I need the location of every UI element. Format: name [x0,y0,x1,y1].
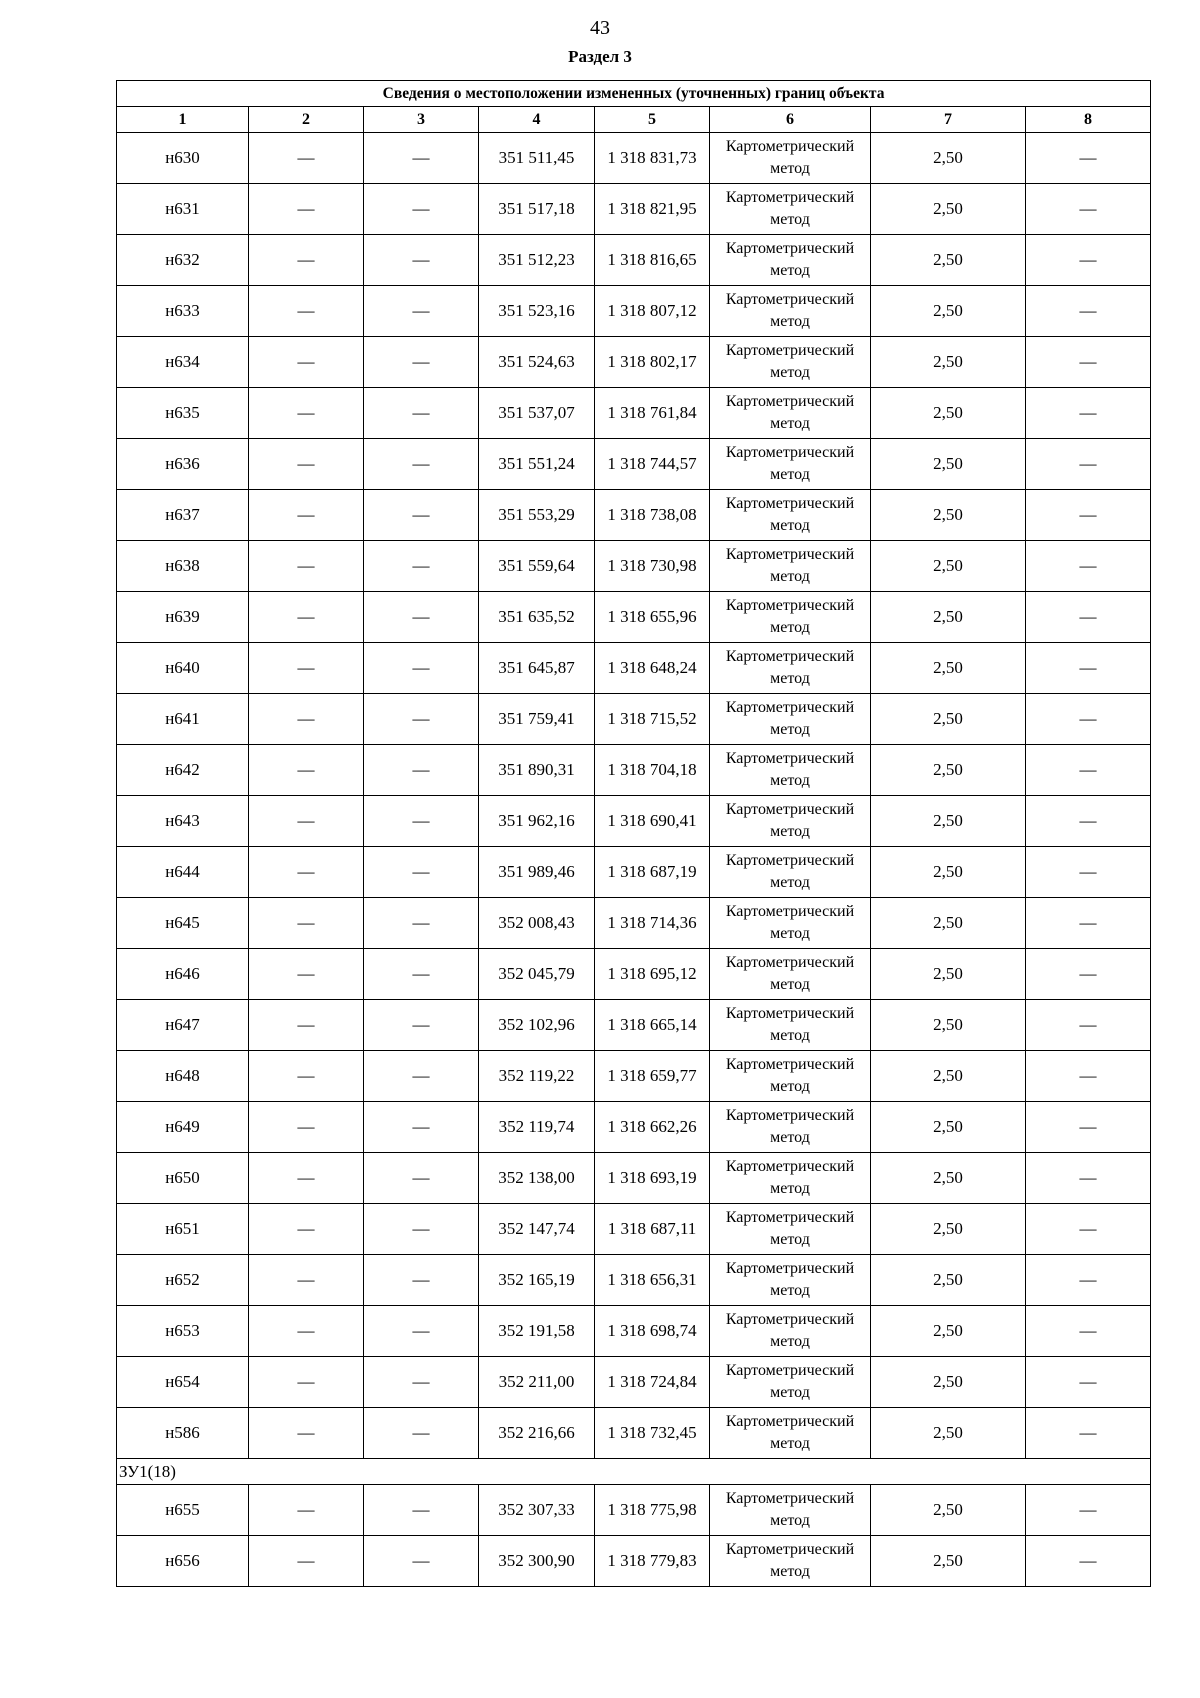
dash-cell: — [249,847,364,898]
y-coordinate-cell: 1 318 695,12 [595,949,710,1000]
dash-cell: — [249,286,364,337]
dash-cell: — [1026,541,1151,592]
accuracy-cell: 2,50 [871,1204,1026,1255]
x-coordinate-cell: 351 537,07 [479,388,595,439]
method-cell: Картометрический метод [710,388,871,439]
y-coordinate-cell: 1 318 656,31 [595,1255,710,1306]
method-cell: Картометрический метод [710,286,871,337]
dash-cell: — [249,898,364,949]
table-row [117,1306,1151,1357]
dash-cell: — [1026,184,1151,235]
accuracy-cell: 2,50 [871,490,1026,541]
method-cell: Картометрический метод [710,1536,871,1587]
dash-cell: — [249,1000,364,1051]
y-coordinate-cell: 1 318 715,52 [595,694,710,745]
point-number-cell: н651 [117,1204,249,1255]
dash-cell: — [364,541,479,592]
accuracy-cell: 2,50 [871,541,1026,592]
dash-cell: — [249,1153,364,1204]
table-row [117,643,1151,694]
page-number: 43 [590,17,610,39]
point-number-cell: н635 [117,388,249,439]
x-coordinate-cell: 351 759,41 [479,694,595,745]
y-coordinate-cell: 1 318 662,26 [595,1102,710,1153]
method-cell: Картометрический метод [710,235,871,286]
dash-cell: — [1026,643,1151,694]
table-row [117,796,1151,847]
y-coordinate-cell: 1 318 693,19 [595,1153,710,1204]
method-cell: Картометрический метод [710,541,871,592]
dash-cell: — [249,1357,364,1408]
dash-cell: — [364,133,479,184]
dash-cell: — [364,643,479,694]
method-cell: Картометрический метод [710,337,871,388]
point-number-cell: н652 [117,1255,249,1306]
dash-cell: — [1026,286,1151,337]
method-cell: Картометрический метод [710,490,871,541]
dash-cell: — [364,949,479,1000]
dash-cell: — [249,745,364,796]
table-row [117,1485,1151,1536]
dash-cell: — [1026,847,1151,898]
table-row [117,184,1151,235]
accuracy-cell: 2,50 [871,1485,1026,1536]
accuracy-cell: 2,50 [871,439,1026,490]
column-number: 5 [595,107,710,133]
dash-cell: — [1026,1204,1151,1255]
method-cell: Картометрический метод [710,1485,871,1536]
method-cell: Картометрический метод [710,1204,871,1255]
y-coordinate-cell: 1 318 761,84 [595,388,710,439]
x-coordinate-cell: 352 008,43 [479,898,595,949]
accuracy-cell: 2,50 [871,1255,1026,1306]
point-number-cell: н644 [117,847,249,898]
table-row [117,133,1151,184]
dash-cell: — [1026,337,1151,388]
method-cell: Картометрический метод [710,643,871,694]
column-number: 4 [479,107,595,133]
dash-cell: — [249,337,364,388]
table-row [117,286,1151,337]
table-row [117,1153,1151,1204]
dash-cell: — [364,1536,479,1587]
column-numbers-row [117,107,1151,133]
x-coordinate-cell: 351 635,52 [479,592,595,643]
method-cell: Картометрический метод [710,592,871,643]
dash-cell: — [249,1255,364,1306]
dash-cell: — [364,1485,479,1536]
dash-cell: — [364,1153,479,1204]
dash-cell: — [249,1306,364,1357]
method-cell: Картометрический метод [710,694,871,745]
dash-cell: — [364,1000,479,1051]
x-coordinate-cell: 351 517,18 [479,184,595,235]
y-coordinate-cell: 1 318 802,17 [595,337,710,388]
x-coordinate-cell: 352 147,74 [479,1204,595,1255]
dash-cell: — [1026,898,1151,949]
dash-cell: — [249,133,364,184]
y-coordinate-cell: 1 318 724,84 [595,1357,710,1408]
dash-cell: — [364,592,479,643]
point-number-cell: н648 [117,1051,249,1102]
x-coordinate-cell: 352 119,74 [479,1102,595,1153]
x-coordinate-cell: 351 511,45 [479,133,595,184]
y-coordinate-cell: 1 318 690,41 [595,796,710,847]
column-number: 2 [249,107,364,133]
dash-cell: — [249,592,364,643]
dash-cell: — [1026,949,1151,1000]
dash-cell: — [249,643,364,694]
y-coordinate-cell: 1 318 714,36 [595,898,710,949]
y-coordinate-cell: 1 318 831,73 [595,133,710,184]
x-coordinate-cell: 352 191,58 [479,1306,595,1357]
method-cell: Картометрический метод [710,898,871,949]
accuracy-cell: 2,50 [871,949,1026,1000]
point-number-cell: н650 [117,1153,249,1204]
point-number-cell: н656 [117,1536,249,1587]
dash-cell: — [364,184,479,235]
point-number-cell: н649 [117,1102,249,1153]
dash-cell: — [249,1485,364,1536]
point-number-cell: н586 [117,1408,249,1459]
accuracy-cell: 2,50 [871,1306,1026,1357]
y-coordinate-cell: 1 318 659,77 [595,1051,710,1102]
accuracy-cell: 2,50 [871,184,1026,235]
table-row [117,388,1151,439]
dash-cell: — [249,1051,364,1102]
y-coordinate-cell: 1 318 687,19 [595,847,710,898]
method-cell: Картометрический метод [710,1357,871,1408]
point-number-cell: н647 [117,1000,249,1051]
x-coordinate-cell: 351 553,29 [479,490,595,541]
dash-cell: — [1026,388,1151,439]
point-number-cell: н640 [117,643,249,694]
x-coordinate-cell: 351 512,23 [479,235,595,286]
method-cell: Картометрический метод [710,1102,871,1153]
point-number-cell: н630 [117,133,249,184]
dash-cell: — [364,847,479,898]
accuracy-cell: 2,50 [871,1051,1026,1102]
x-coordinate-cell: 351 523,16 [479,286,595,337]
dash-cell: — [249,490,364,541]
method-cell: Картометрический метод [710,1306,871,1357]
table-row [117,592,1151,643]
point-number-cell: н637 [117,490,249,541]
column-number: 8 [1026,107,1151,133]
dash-cell: — [1026,439,1151,490]
method-cell: Картометрический метод [710,1408,871,1459]
dash-cell: — [364,898,479,949]
point-number-cell: н633 [117,286,249,337]
dash-cell: — [1026,796,1151,847]
dash-cell: — [1026,490,1151,541]
table-row [117,1000,1151,1051]
accuracy-cell: 2,50 [871,796,1026,847]
method-cell: Картометрический метод [710,133,871,184]
table-row [117,1204,1151,1255]
table-row [117,1536,1151,1587]
y-coordinate-cell: 1 318 738,08 [595,490,710,541]
point-number-cell: н638 [117,541,249,592]
dash-cell: — [1026,1153,1151,1204]
table-row [117,745,1151,796]
x-coordinate-cell: 351 962,16 [479,796,595,847]
dash-cell: — [249,949,364,1000]
dash-cell: — [364,286,479,337]
table-row [117,1102,1151,1153]
table-row [117,337,1151,388]
y-coordinate-cell: 1 318 744,57 [595,439,710,490]
accuracy-cell: 2,50 [871,643,1026,694]
table-row [117,694,1151,745]
accuracy-cell: 2,50 [871,694,1026,745]
point-number-cell: н643 [117,796,249,847]
table-row [117,235,1151,286]
dash-cell: — [364,796,479,847]
point-number-cell: н636 [117,439,249,490]
x-coordinate-cell: 352 102,96 [479,1000,595,1051]
dash-cell: — [1026,1000,1151,1051]
accuracy-cell: 2,50 [871,1000,1026,1051]
accuracy-cell: 2,50 [871,745,1026,796]
table-row [117,490,1151,541]
x-coordinate-cell: 352 045,79 [479,949,595,1000]
method-cell: Картометрический метод [710,847,871,898]
method-cell: Картометрический метод [710,439,871,490]
dash-cell: — [364,235,479,286]
table-row [117,439,1151,490]
dash-cell: — [1026,1485,1151,1536]
accuracy-cell: 2,50 [871,1408,1026,1459]
method-cell: Картометрический метод [710,949,871,1000]
dash-cell: — [249,1102,364,1153]
dash-cell: — [1026,1051,1151,1102]
y-coordinate-cell: 1 318 655,96 [595,592,710,643]
x-coordinate-cell: 351 559,64 [479,541,595,592]
table-row [117,1051,1151,1102]
dash-cell: — [364,1051,479,1102]
point-number-cell: н634 [117,337,249,388]
dash-cell: — [249,796,364,847]
column-number: 6 [710,107,871,133]
y-coordinate-cell: 1 318 704,18 [595,745,710,796]
dash-cell: — [249,1204,364,1255]
dash-cell: — [364,388,479,439]
table-row [117,1408,1151,1459]
table-row [117,847,1151,898]
method-cell: Картометрический метод [710,745,871,796]
dash-cell: — [1026,1306,1151,1357]
group-label: ЗУ1(18) [117,1459,1151,1485]
y-coordinate-cell: 1 318 779,83 [595,1536,710,1587]
dash-cell: — [364,337,479,388]
accuracy-cell: 2,50 [871,1102,1026,1153]
point-number-cell: н631 [117,184,249,235]
dash-cell: — [1026,133,1151,184]
dash-cell: — [249,694,364,745]
method-cell: Картометрический метод [710,796,871,847]
method-cell: Картометрический метод [710,1153,871,1204]
accuracy-cell: 2,50 [871,1357,1026,1408]
y-coordinate-cell: 1 318 821,95 [595,184,710,235]
table-caption-row [117,81,1151,107]
dash-cell: — [364,1204,479,1255]
point-number-cell: н632 [117,235,249,286]
y-coordinate-cell: 1 318 730,98 [595,541,710,592]
point-number-cell: н639 [117,592,249,643]
dash-cell: — [249,1408,364,1459]
point-number-cell: н653 [117,1306,249,1357]
x-coordinate-cell: 351 551,24 [479,439,595,490]
accuracy-cell: 2,50 [871,133,1026,184]
dash-cell: — [1026,1102,1151,1153]
dash-cell: — [1026,592,1151,643]
dash-cell: — [364,439,479,490]
accuracy-cell: 2,50 [871,337,1026,388]
y-coordinate-cell: 1 318 698,74 [595,1306,710,1357]
column-number: 7 [871,107,1026,133]
table-row [117,898,1151,949]
point-number-cell: н646 [117,949,249,1000]
dash-cell: — [1026,1357,1151,1408]
x-coordinate-cell: 352 211,00 [479,1357,595,1408]
dash-cell: — [364,1306,479,1357]
dash-cell: — [249,439,364,490]
y-coordinate-cell: 1 318 648,24 [595,643,710,694]
point-number-cell: н641 [117,694,249,745]
y-coordinate-cell: 1 318 665,14 [595,1000,710,1051]
y-coordinate-cell: 1 318 732,45 [595,1408,710,1459]
table-body [117,133,1151,1587]
dash-cell: — [249,541,364,592]
y-coordinate-cell: 1 318 775,98 [595,1485,710,1536]
column-number: 3 [364,107,479,133]
dash-cell: — [364,1408,479,1459]
method-cell: Картометрический метод [710,1000,871,1051]
table-row [117,1357,1151,1408]
column-number: 1 [117,107,249,133]
y-coordinate-cell: 1 318 816,65 [595,235,710,286]
x-coordinate-cell: 352 307,33 [479,1485,595,1536]
dash-cell: — [1026,235,1151,286]
dash-cell: — [364,1357,479,1408]
x-coordinate-cell: 351 989,46 [479,847,595,898]
dash-cell: — [1026,745,1151,796]
x-coordinate-cell: 352 165,19 [479,1255,595,1306]
x-coordinate-cell: 351 524,63 [479,337,595,388]
accuracy-cell: 2,50 [871,388,1026,439]
point-number-cell: н645 [117,898,249,949]
dash-cell: — [364,490,479,541]
point-number-cell: н655 [117,1485,249,1536]
accuracy-cell: 2,50 [871,1536,1026,1587]
dash-cell: — [364,745,479,796]
table-row [117,1255,1151,1306]
point-number-cell: н654 [117,1357,249,1408]
dash-cell: — [364,1102,479,1153]
dash-cell: — [1026,1408,1151,1459]
dash-cell: — [249,388,364,439]
method-cell: Картометрический метод [710,184,871,235]
x-coordinate-cell: 352 300,90 [479,1536,595,1587]
dash-cell: — [364,694,479,745]
table-row [117,541,1151,592]
point-number-cell: н642 [117,745,249,796]
y-coordinate-cell: 1 318 687,11 [595,1204,710,1255]
x-coordinate-cell: 351 645,87 [479,643,595,694]
dash-cell: — [249,1536,364,1587]
x-coordinate-cell: 352 119,22 [479,1051,595,1102]
accuracy-cell: 2,50 [871,847,1026,898]
dash-cell: — [364,1255,479,1306]
dash-cell: — [249,235,364,286]
section-title: Раздел 3 [568,47,632,66]
dash-cell: — [249,184,364,235]
y-coordinate-cell: 1 318 807,12 [595,286,710,337]
accuracy-cell: 2,50 [871,235,1026,286]
table-row [117,949,1151,1000]
table-caption: Сведения о местоположении измененных (уточненных) границ объекта [117,81,1151,107]
dash-cell: — [1026,1255,1151,1306]
method-cell: Картометрический метод [710,1255,871,1306]
group-row [117,1459,1151,1485]
dash-cell: — [1026,694,1151,745]
x-coordinate-cell: 351 890,31 [479,745,595,796]
accuracy-cell: 2,50 [871,286,1026,337]
method-cell: Картометрический метод [710,1051,871,1102]
x-coordinate-cell: 352 138,00 [479,1153,595,1204]
x-coordinate-cell: 352 216,66 [479,1408,595,1459]
accuracy-cell: 2,50 [871,592,1026,643]
accuracy-cell: 2,50 [871,1153,1026,1204]
accuracy-cell: 2,50 [871,898,1026,949]
dash-cell: — [1026,1536,1151,1587]
coordinates-table [116,80,1151,1587]
